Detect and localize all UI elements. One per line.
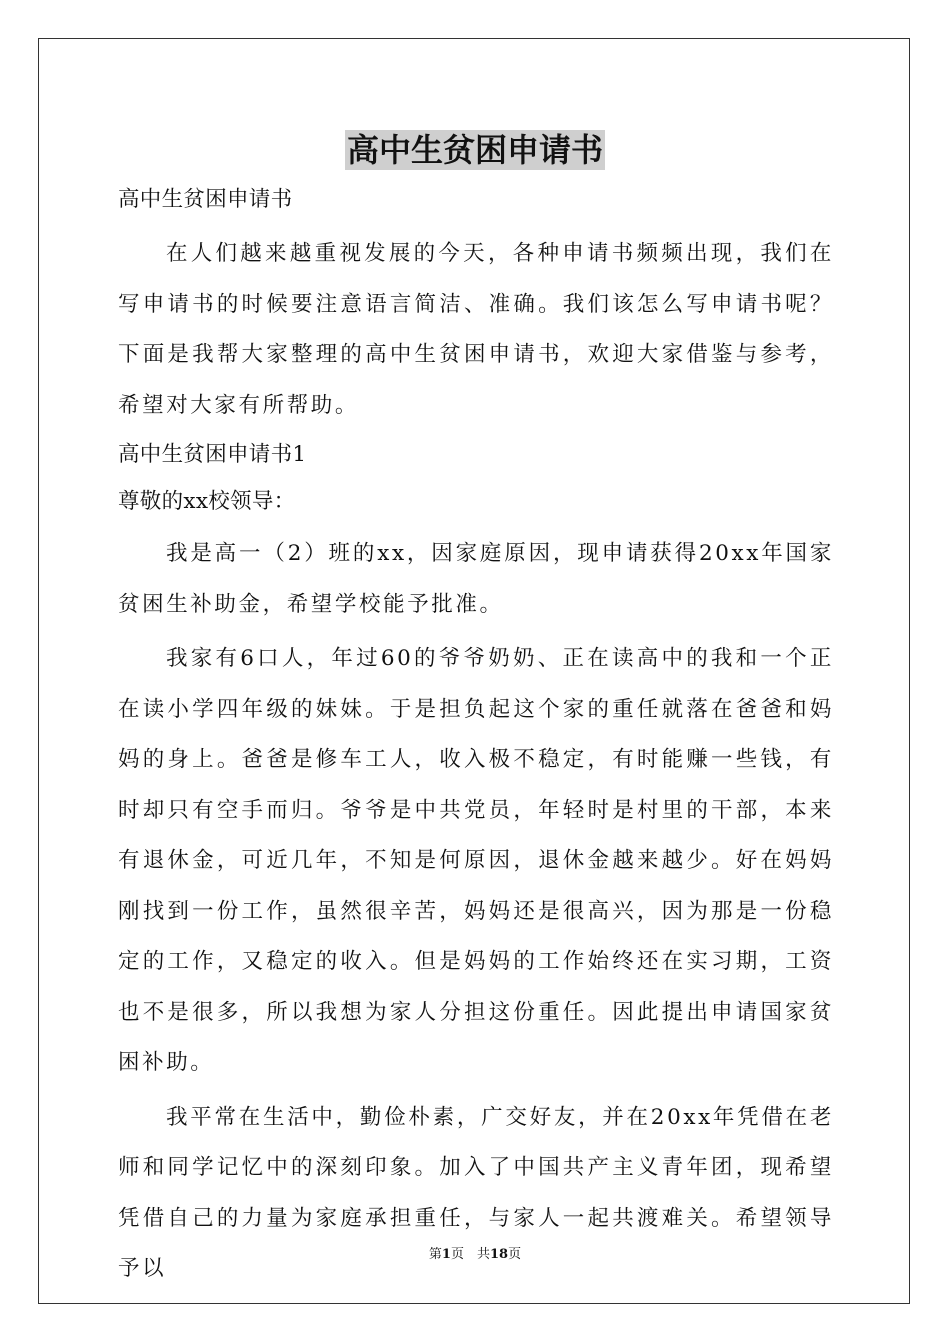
document-title-text: 高中生贫困申请书 <box>346 131 603 169</box>
document-title <box>0 130 950 176</box>
page-total: 18 <box>489 1247 509 1262</box>
salutation: 尊敬的xx校领导： <box>118 489 296 514</box>
body-paragraph: 我家有6口人，年过60的爷爷奶奶、正在读高中的我和一个正在读小学四年级的妹妹。于是担负起这个家的重任就落在爸爸和妈妈的身上。爸爸是修车工人，收入极不稳定，有时能赚一些钱，有时却只有空手而归。爷爷是中共党员，年轻时是村里的干部，本来有退休金，可近几年，不知是何原因，退休金越来越少。好在妈妈刚找到一份工作，虽然很辛苦，妈妈还是很高兴，因为那是一份稳定的工作，又稳定的收入。但是妈妈的工作始终还在实习期，工资也不是很多，所以我想为家人分担这份重任。因此提出申请国家贫困补助。 <box>118 646 834 1075</box>
intro-paragraph: 在人们越来越重视发展的今天，各种申请书频频出现，我们在写申请书的时候要注意语言简洁、准确。我们该怎么写申请书呢？下面是我帮大家整理的高中生贫困申请书，欢迎大家借鉴与参考，希望对大家有所帮助。 <box>118 241 834 418</box>
body-paragraph: 我是高一（2）班的xx，因家庭原因，现申请获得20xx年国家贫困生补助金，希望学校能予批准。 <box>118 541 834 617</box>
body-paragraph: 我平常在生活中，勤俭朴素，广交好友，并在20xx年凭借在老师和同学记忆中的深刻印象。加入了中国共产主义青年团，现希望凭借自己的力量为家庭承担重任，与家人一起共渡难关。希望领导予以 <box>118 1104 834 1281</box>
page-current: 1 <box>441 1247 451 1262</box>
page-footer <box>0 1246 950 1264</box>
page-prefix: 第 <box>428 1247 442 1262</box>
document-body <box>118 178 834 1295</box>
page-mid: 页 共 <box>450 1247 490 1262</box>
section-heading: 高中生贫困申请书1 <box>118 442 307 467</box>
document-subtitle: 高中生贫困申请书 <box>118 187 293 212</box>
page-suffix: 页 <box>508 1247 522 1262</box>
